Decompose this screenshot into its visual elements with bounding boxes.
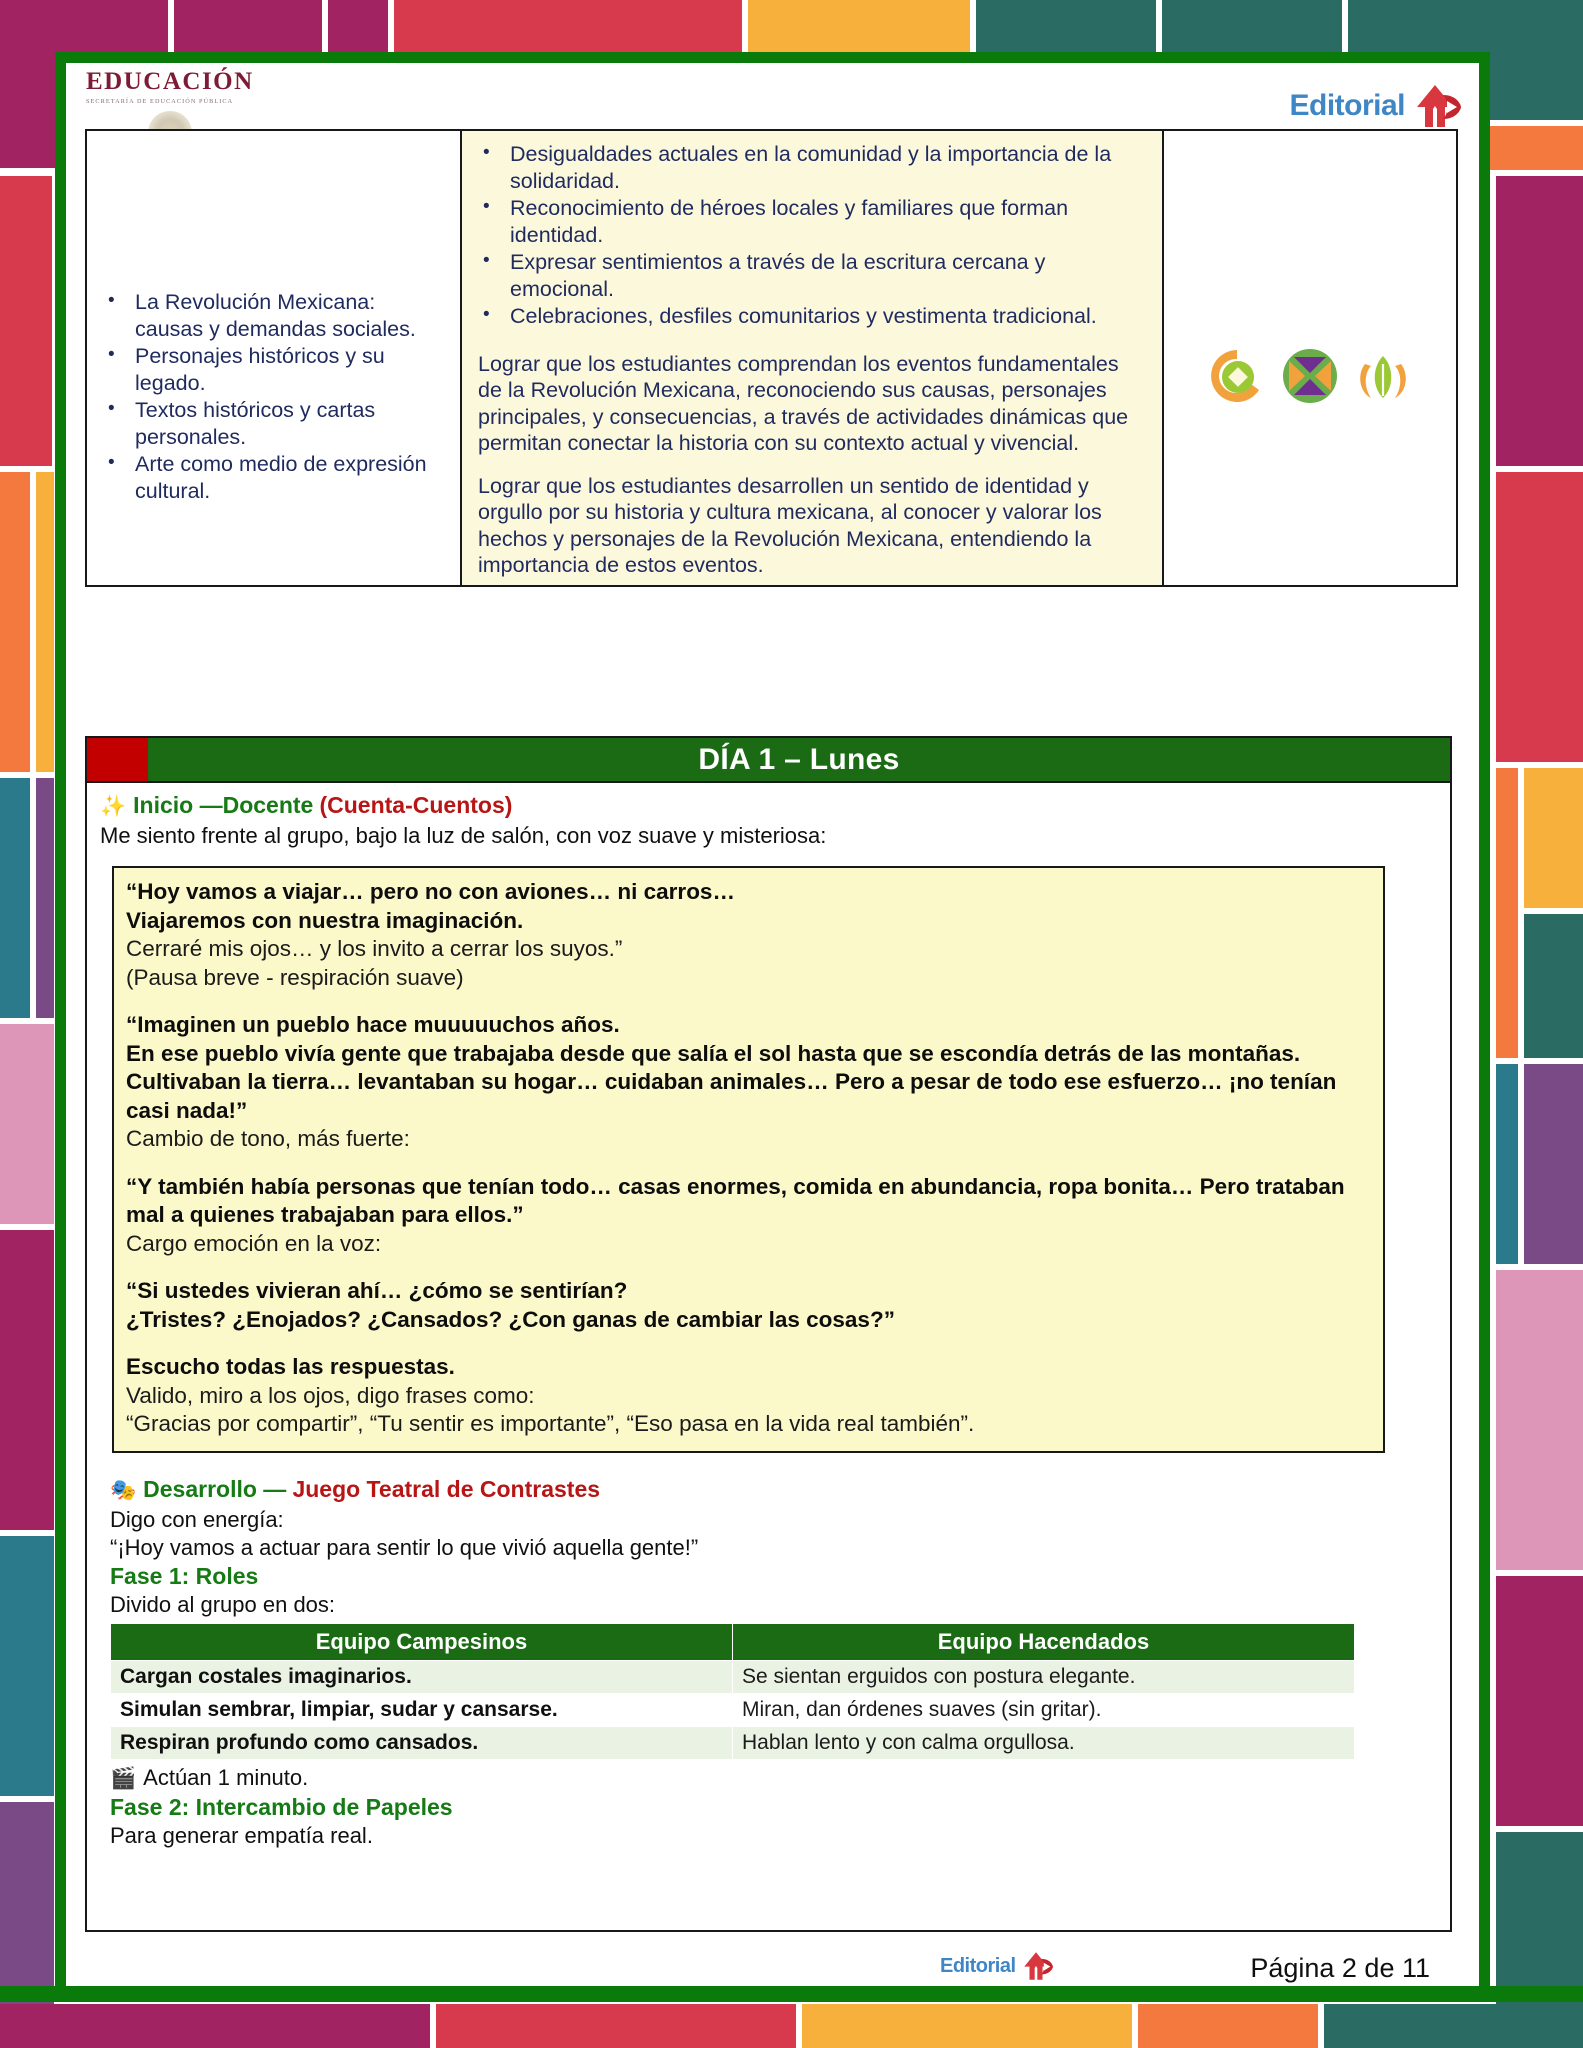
actuan-line	[110, 1764, 1437, 1793]
inicio-heading	[100, 791, 1437, 821]
list-item: • Desigualdades actuales en la comunidad y la importancia de la solidaridad.	[510, 141, 1148, 194]
day-body-container	[85, 783, 1452, 1932]
editorial-md-wordmark-footer: Editorial	[940, 1954, 1016, 1977]
mosaic-block	[1496, 768, 1518, 1058]
cell-campesinos: Respiran profundo como cansados.	[111, 1726, 733, 1759]
script-line-spacer	[126, 992, 1371, 1011]
post-table-section	[100, 1764, 1437, 1850]
contents-cell-left	[86, 130, 461, 586]
storytelling-script-box	[112, 866, 1385, 1453]
script-line-normal: Cerraré mis ojos… y los invito a cerrar los suyos.”	[126, 936, 623, 961]
mosaic-block	[1324, 2004, 1583, 2048]
mosaic-block	[1524, 914, 1583, 1058]
mosaic-block	[1524, 768, 1583, 908]
day-bar-red-marker	[85, 736, 148, 783]
list-item: • Expresar sentimientos a través de la escritura cercana y emocional.	[510, 249, 1148, 302]
inicio-intro-text: Me siento frente al grupo, bajo la luz de salón, con voz suave y misteriosa:	[100, 823, 827, 848]
cell-campesinos: Simulan sembrar, limpiar, sudar y cansarse.	[111, 1693, 733, 1726]
mosaic-block	[0, 2004, 430, 2048]
mosaic-block	[1138, 2004, 1318, 2048]
mosaic-block	[1496, 472, 1583, 762]
mosaic-block	[0, 1024, 54, 1224]
editorial-md-logo-footer	[940, 1951, 1053, 1981]
mosaic-block	[802, 2004, 1132, 2048]
script-line-normal: (Pausa breve - respiración suave)	[126, 964, 464, 990]
editorial-md-wordmark: Editorial	[1289, 89, 1405, 122]
editorial-md-arrow-icon-footer	[1019, 1951, 1053, 1981]
content-overview-table	[85, 129, 1458, 587]
script-line-spacer	[126, 1334, 1371, 1353]
desarrollo-line-1: Digo con energía:	[110, 1506, 284, 1532]
desarrollo-line-2: “¡Hoy vamos a actuar para sentir lo que vivió aquella gente!”	[110, 1534, 699, 1560]
desarrollo-label-green: Desarrollo —	[143, 1475, 287, 1502]
script-line-normal: “Gracias por compartir”, “Tu sentir es importante”, “Eso pasa en la vida real también”.	[126, 1411, 975, 1436]
script-line-bold: “Y también había personas que tenían todo… casas enormes, comida en abundancia, ropa bonita… Pero trataban mal a quienes trabajaban para ellos.”	[126, 1173, 1345, 1227]
fase-1-note: Divido al grupo en dos:	[110, 1591, 336, 1617]
editorial-md-logo-header	[1289, 83, 1461, 129]
day-header-bar	[85, 736, 1452, 783]
day-bar-green	[148, 736, 1452, 783]
list-item: • Arte como medio de expresión cultural.	[135, 451, 438, 504]
desarrollo-section	[100, 1475, 1437, 1619]
mosaic-block	[1496, 1064, 1518, 1264]
left-bullet-list	[87, 131, 460, 511]
objective-paragraph-1: Lograr que los estudiantes comprendan los eventos fundamentales de la Revolución Mexicana, reconociendo sus causas, personajes principales, y consecuencias, a través de actividades dinámicas que permitan conectar la historia con su contexto actual y vivencial.	[478, 351, 1129, 455]
mosaic-block	[0, 176, 52, 466]
mosaic-block	[1496, 1270, 1583, 1570]
day-title: DÍA 1 – Lunes	[698, 742, 900, 776]
clapperboard-icon: 🎬	[110, 1766, 137, 1790]
spiral-circle-icon	[1207, 346, 1267, 406]
cell-hacendados: Miran, dan órdenes suaves (sin gritar).	[733, 1693, 1355, 1726]
desarrollo-heading	[110, 1475, 1437, 1505]
table-row	[111, 1660, 1355, 1693]
sparkles-icon: ✨	[100, 795, 127, 818]
mosaic-block	[0, 1536, 54, 1796]
curriculum-icon-group	[1164, 131, 1456, 406]
script-line-spacer	[126, 1154, 1371, 1173]
script-line-normal: Cambio de tono, más fuerte:	[126, 1126, 410, 1151]
script-line-bold: ¿Tristes? ¿Enojados? ¿Cansados? ¿Con ganas de cambiar las cosas?”	[126, 1306, 895, 1332]
x-circle-icon	[1280, 346, 1340, 406]
hands-leaf-icon	[1353, 346, 1413, 406]
script-line-bold: “Hoy vamos a viajar… pero no con aviones… ni carros…	[126, 879, 735, 904]
table-row	[111, 1693, 1355, 1726]
actuan-text: Actúan 1 minuto.	[143, 1764, 309, 1790]
fase-2-note: Para generar empatía real.	[110, 1822, 373, 1848]
mosaic-block	[1524, 1064, 1583, 1264]
contents-cell-right	[1163, 130, 1457, 586]
fase-1-heading: Fase 1: Roles	[110, 1562, 259, 1589]
script-line-normal: Cargo emoción en la voz:	[126, 1230, 382, 1256]
cell-campesinos: Cargan costales imaginarios.	[111, 1660, 733, 1693]
middle-bullet-list	[462, 131, 1162, 335]
mosaic-block	[436, 2004, 796, 2048]
list-item: • La Revolución Mexicana: causas y demandas sociales.	[135, 289, 438, 342]
mosaic-block	[1496, 176, 1583, 466]
desarrollo-label-red: Juego Teatral de Contrastes	[292, 1475, 601, 1502]
page-number-label: Página 2 de 11	[1250, 1953, 1430, 1983]
page-footer	[85, 1943, 1452, 2001]
script-line-bold: “Si ustedes vivieran ahí… ¿cómo se sentirían?	[126, 1278, 628, 1303]
theater-masks-icon: 🎭	[110, 1478, 137, 1502]
script-line-normal: Valido, miro a los ojos, digo frases como:	[126, 1382, 535, 1408]
mosaic-block	[0, 778, 30, 1018]
cell-hacendados: Hablan lento y con calma orgullosa.	[733, 1726, 1355, 1759]
list-item: • Textos históricos y cartas personales.	[135, 397, 438, 450]
sep-logo-subtitle: SECRETARÍA DE EDUCACIÓN PÚBLICA	[86, 98, 234, 105]
column-header-campesinos: Equipo Campesinos	[111, 1623, 733, 1660]
script-line-bold: Viajaremos con nuestra imaginación.	[126, 907, 524, 933]
cell-hacendados: Se sientan erguidos con postura elegante.	[733, 1660, 1355, 1693]
list-item: • Personajes históricos y su legado.	[135, 343, 438, 396]
table-header-row	[111, 1623, 1355, 1660]
fase-2-heading: Fase 2: Intercambio de Papeles	[110, 1793, 453, 1820]
inicio-label-green: Inicio —Docente	[133, 792, 314, 818]
table-row	[111, 1726, 1355, 1759]
contents-cell-middle	[461, 130, 1163, 586]
script-line-bold: Escucho todas las respuestas.	[126, 1354, 455, 1379]
mosaic-block	[0, 1230, 54, 1530]
column-header-hacendados: Equipo Hacendados	[733, 1623, 1355, 1660]
mosaic-block	[36, 472, 54, 772]
editorial-md-arrow-icon	[1409, 83, 1461, 129]
inicio-label-red: (Cuenta-Cuentos)	[319, 792, 513, 818]
sep-logo-title: EDUCACIÓN	[86, 68, 254, 95]
script-line-bold: En ese pueblo vivía gente que trabajaba desde que salía el sol hasta que se escondía detrás de las montañas. Cultivaban la tierra… levantaban su hogar… cuidaban animales… Pero a pesar de todo ese esfuerzo… ¡no tenían casi nada!”	[126, 1040, 1337, 1123]
document-page	[66, 63, 1479, 1986]
list-item: • Celebraciones, desfiles comunitarios y vestimenta tradicional.	[510, 303, 1148, 330]
objective-paragraph-2: Lograr que los estudiantes desarrollen un sentido de identidad y orgullo por su historia y cultura mexicana, al conocer y valorar los hechos y personajes de la Revolución Mexicana, entendiendo la importancia de estos eventos.	[478, 473, 1102, 577]
script-line-bold: “Imaginen un pueblo hace muuuuuchos años.	[126, 1012, 620, 1037]
roles-table	[110, 1623, 1355, 1760]
mosaic-block	[36, 778, 54, 1018]
mosaic-block	[0, 472, 30, 772]
script-line-spacer	[126, 1258, 1371, 1277]
list-item: • Reconocimiento de héroes locales y familiares que forman identidad.	[510, 195, 1148, 248]
mosaic-block	[1496, 1576, 1583, 1826]
